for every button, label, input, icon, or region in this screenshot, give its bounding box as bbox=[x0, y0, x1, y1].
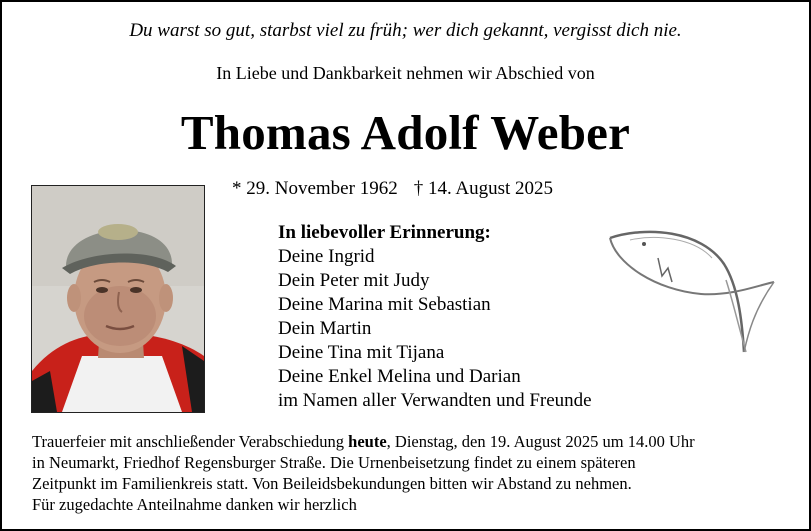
mourner-line: Dein Peter mit Judy bbox=[278, 270, 430, 291]
funeral-line-3: Zeitpunkt im Familienkreis statt. Von Beileidsbekundungen bitten wir Abstand zu nehmen. bbox=[32, 474, 632, 493]
portrait-photo bbox=[31, 185, 205, 413]
deceased-name: Thomas Adolf Weber bbox=[180, 105, 631, 160]
mourners-heading: In liebevoller Erinnerung: bbox=[278, 222, 491, 243]
funeral-text: Trauerfeier mit anschließender Verabschiedung bbox=[32, 432, 349, 451]
mourners-list bbox=[278, 221, 592, 413]
mourner-line: Deine Ingrid bbox=[278, 246, 375, 267]
mourner-line: Deine Marina mit Sebastian bbox=[278, 294, 491, 315]
funeral-line-1 bbox=[32, 431, 792, 452]
life-dates bbox=[232, 178, 553, 200]
fish-symbol-icon bbox=[606, 224, 778, 364]
mourner-line: Dein Martin bbox=[278, 318, 372, 339]
mourner-line: im Namen aller Verwandten und Freunde bbox=[278, 390, 592, 411]
funeral-line-2: in Neumarkt, Friedhof Regensburger Straße. Die Urnenbeisetzung findet zu einem späteren bbox=[32, 453, 636, 472]
portrait-illustration bbox=[32, 186, 204, 412]
mourner-line: Deine Enkel Melina und Darian bbox=[278, 366, 521, 387]
funeral-details bbox=[32, 431, 792, 515]
funeral-highlight: heute bbox=[348, 432, 387, 451]
funeral-line-4: Für zugedachte Anteilnahme danken wir herzlich bbox=[32, 495, 357, 514]
birth-date: * 29. November 1962 bbox=[232, 178, 398, 199]
death-date: † 14. August 2025 bbox=[413, 178, 554, 199]
intro-text: In Liebe und Dankbarkeit nehmen wir Abschied von bbox=[216, 63, 595, 83]
funeral-text: , Dienstag, den 19. August 2025 um 14.00 Uhr bbox=[386, 432, 695, 451]
memorial-quote: Du warst so gut, starbst viel zu früh; wer dich gekannt, vergisst dich nie. bbox=[129, 20, 682, 41]
mourner-line: Deine Tina mit Tijana bbox=[278, 342, 445, 363]
